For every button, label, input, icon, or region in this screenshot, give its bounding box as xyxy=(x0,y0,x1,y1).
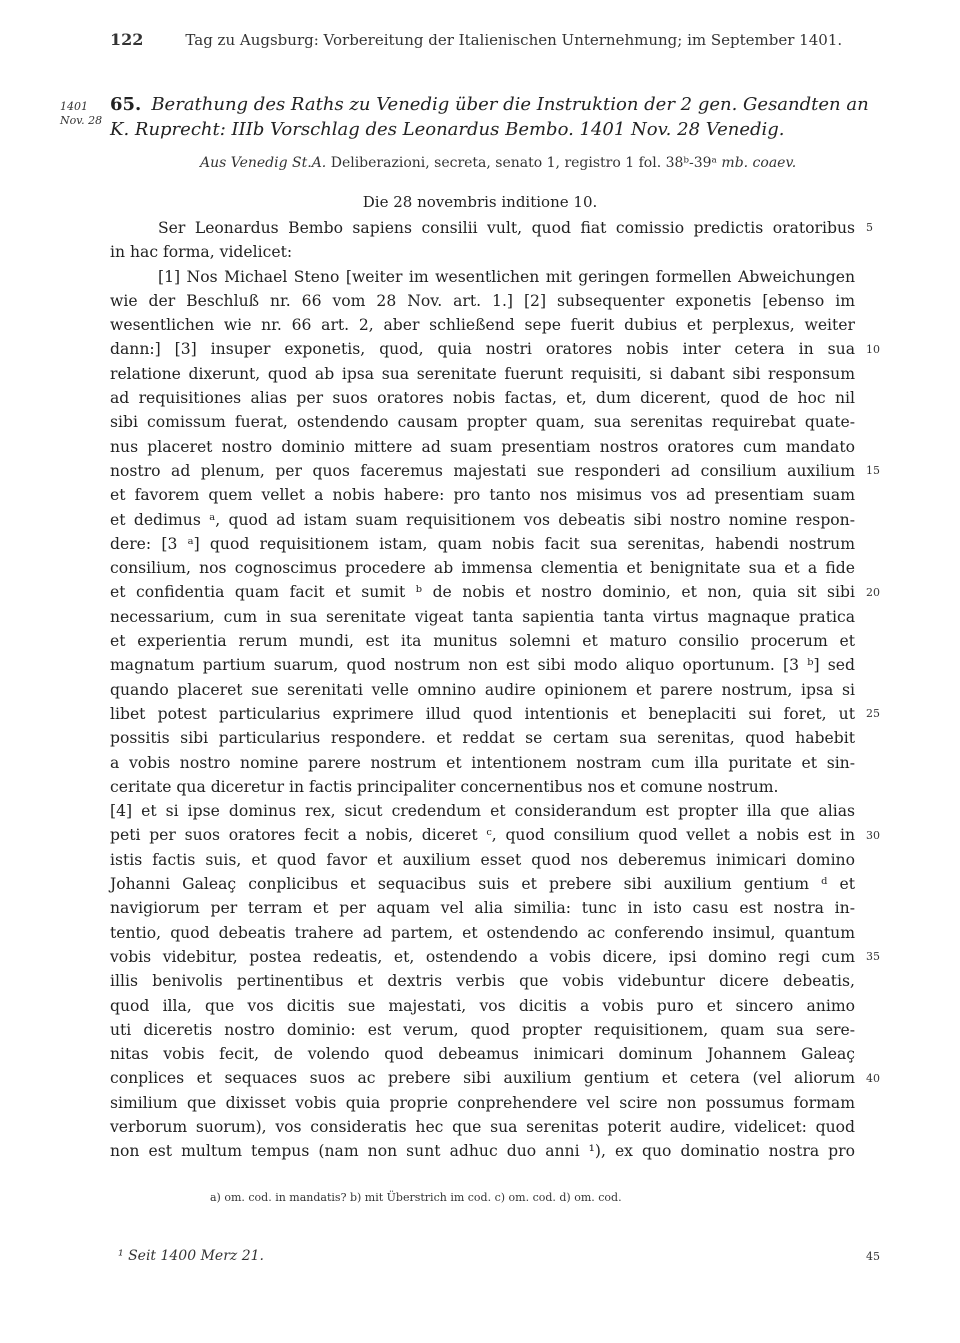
body-line: consilium, nos cognoscimus procedere ab immensa clementia et benignitate sua et a fide xyxy=(110,559,855,578)
entry-number: 65. xyxy=(110,94,142,115)
body-line: et dedimus ᵃ, quod ad istam suam requisitionem vos debeatis sibi nostro nomine respon- xyxy=(110,510,855,529)
body-line: ad requisitiones alias per suos oratores nobis factas, et, dum dicerent, quod de hoc nil xyxy=(110,389,855,408)
body-line: relatione dixerunt, quod ab ipsa sua serenitate fuerunt requisiti, si dabant sibi responsum xyxy=(110,364,855,383)
line-number: 25 xyxy=(866,707,880,720)
apparatus-footnotes: a) om. cod. in mandatis? b) mit Überstrich im cod. c) om. cod. d) om. cod. xyxy=(210,1191,622,1204)
body-line: verborum suorum), vos consideratis hec que sua serenitas poterit audire, videlicet: quod xyxy=(110,1117,855,1136)
signature-mark: 45 xyxy=(866,1250,880,1263)
body-line: nus placeret nostro dominio mittere ad suam presentiam nostros oratores cum mandato xyxy=(110,437,855,456)
body-line: Johanni Galeaç conplicibus et sequacibus suis et prebere sibi auxilium gentium ᵈ et xyxy=(110,875,855,894)
source-reference xyxy=(200,155,880,171)
body-line: nitas vobis fecit, de volendo quod debeamus inimicari dominum Johannem Galeaç xyxy=(110,1045,855,1064)
body-line: istis factis suis, et quod favor et auxilium esset quod nos deberemus inimicari domino xyxy=(110,850,855,869)
body-line: magnatum partium suarum, quod nostrum non est sibi modo aliquo oportunum. [3 ᵇ] sed xyxy=(110,656,855,675)
body-line: tentio, quod debeatis trahere ad partem, et ostendendo ac conferendo insimul, quantum xyxy=(110,923,855,942)
date-line: Die 28 novembris inditione 10. xyxy=(362,193,598,211)
source-archive: Aus Venedig St.A. xyxy=(200,155,327,171)
margin-date-note xyxy=(60,100,110,128)
body-line: sibi comissum fuerat, ostendendo causam propter quam, sua serenitas requirebat quate- xyxy=(110,413,855,432)
body-line: et favorem quem vellet a nobis habere: pro tanto nos misimus vos ad presentiam suam xyxy=(110,486,855,505)
body-line: nostro ad plenum, per quos faceremus majestati sue responderi ad consilium auxilium xyxy=(110,461,855,480)
body-line: quod illa, que vos dicitis sue majestati, vos dicitis a vobis puro et sincero animo xyxy=(110,996,855,1015)
margin-day: Nov. 28 xyxy=(60,114,103,127)
body-line: dere: [3 ᵃ] quod requisitionem istam, quam nobis facit sua serenitas, habendi nostrum xyxy=(110,534,855,553)
body-line: ceritate qua diceretur in factis principaliter concernentibus nos et comune nostrum. xyxy=(110,777,779,796)
line-number: 10 xyxy=(866,342,880,356)
body-line: Ser Leonardus Bembo sapiens consilii vult, quod fiat comissio predictis oratoribus xyxy=(158,219,855,237)
body-line: possitis sibi particularius respondere. et reddat se certam sua serenitas, quod habebit xyxy=(110,729,855,748)
line-number: 20 xyxy=(866,585,880,599)
running-title: Tag zu Augsburg: Vorbereitung der Italienischen Unternehmung; im September 1401. xyxy=(185,31,843,49)
body-line: et experientia rerum mundi, est ita munitus solemni et maturo consilio procerum et xyxy=(110,632,855,651)
entry-title-line-2: K. Ruprecht: IIIb Vorschlag des Leonardus Bembo. 1401 Nov. 28 Venedig. xyxy=(110,119,785,140)
line-number: 35 xyxy=(866,950,880,963)
entry-title-line-1: Berathung des Raths zu Venedig über die Instruktion der 2 gen. Gesandten an xyxy=(151,94,869,115)
body-line: et confidentia quam facit et sumit ᵇ de nobis et nostro dominio, et non, quia sit sibi xyxy=(110,583,855,602)
line-number: 30 xyxy=(866,828,880,842)
body-line: navigiorum per terram et per aquam vel alia similia: tunc in isto casu est nostra in- xyxy=(110,899,855,918)
body-line: conplices et sequaces suos ac prebere sibi auxilium gentium et cetera (vel aliorum xyxy=(110,1069,855,1088)
source-note: mb. coaev. xyxy=(721,155,797,171)
line-number: 40 xyxy=(866,1071,880,1085)
body-line: libet potest particularius exprimere illud quod intentionis et beneplaciti sui foret, ut xyxy=(110,704,855,723)
body-text xyxy=(110,216,855,1164)
body-line: similium que dixisset vobis quia proprie conprehendere vel scire non possumus formam xyxy=(110,1093,855,1112)
source-detail: Deliberazioni, secreta, senato 1, registro 1 fol. 38ᵇ-39ᵃ xyxy=(330,155,717,171)
page-number: 122 xyxy=(110,30,144,49)
body-line: non est multum tempus (nam non sunt adhuc duo anni ¹), ex quo dominatio nostra pro xyxy=(110,1142,855,1161)
numbered-footnote: ¹ Seit 1400 Merz 21. xyxy=(118,1248,264,1264)
body-line: illis benivolis pertinentibus et dextris verbis que vobis videbuntur dicere debeatis, xyxy=(110,972,855,991)
body-line: uti diceretis nostro dominio: est verum, quod propter requisitionem, quam sua sere- xyxy=(110,1020,855,1039)
line-number: 15 xyxy=(866,464,880,477)
body-line: necessarium, cum in sua serenitate vigeat tanta sapientia tanta virtus magnaque pratica xyxy=(110,607,855,626)
running-header xyxy=(110,30,850,49)
body-line: in hac forma, videlicet: xyxy=(110,243,293,262)
margin-year: 1401 xyxy=(60,100,88,113)
body-line: wie der Beschluß nr. 66 vom 28 Nov. art. 1.] [2] subsequenter exponetis [ebenso im xyxy=(110,291,855,310)
body-line: quando placeret sue serenitati velle omnino audire opinionem et parere nostrum, ipsa si xyxy=(110,680,855,699)
body-line: vobis videbitur, postea redeatis, et, ostendendo a vobis dicere, ipsi domino regi cum xyxy=(110,947,855,966)
body-line: dann:] [3] insuper exponetis, quod, quia nostri oratores nobis inter cetera in sua xyxy=(110,340,855,359)
line-number: 5 xyxy=(866,221,873,234)
body-line: [4] et si ipse dominus rex, sicut credendum et considerandum est propter illa que alias xyxy=(110,802,855,821)
entry-title xyxy=(110,92,870,142)
body-line: peti per suos oratores fecit a nobis, diceret ᶜ, quod consilium quod vellet a nobis est in xyxy=(110,826,855,845)
body-line: a vobis nostro nomine parere nostrum et intentionem nostram cum illa puritate et sin- xyxy=(110,753,855,772)
body-line: wesentlichen wie nr. 66 art. 2, aber schließend sepe fuerit dubius et perplexus, weiter xyxy=(110,316,855,335)
body-line: [1] Nos Michael Steno [weiter im wesentlichen mit geringen formellen Abweichungen xyxy=(158,267,855,286)
